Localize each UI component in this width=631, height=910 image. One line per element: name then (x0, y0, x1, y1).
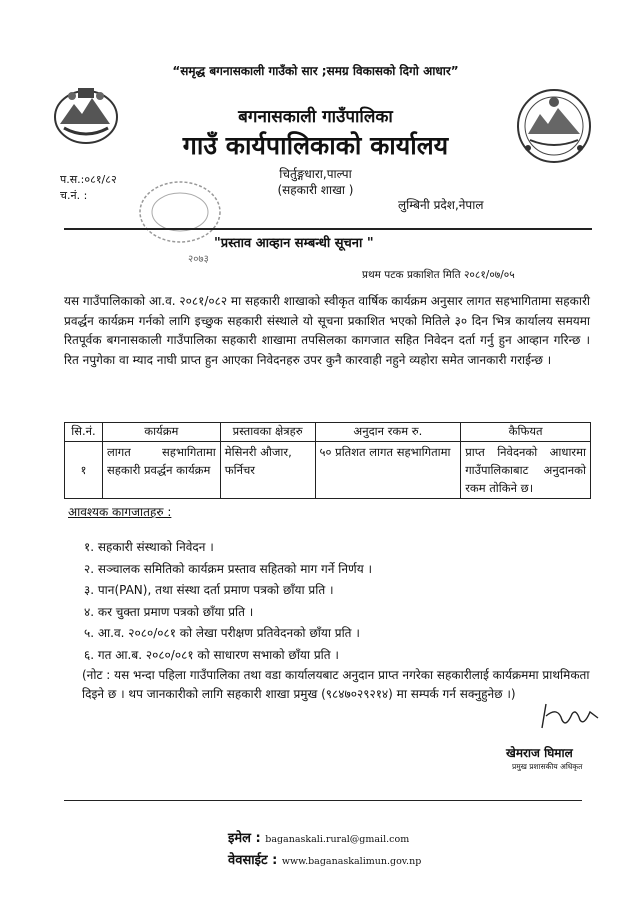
signer-name: खेमराज घिमाल (506, 746, 573, 760)
slogan: “समृद्ध बगनासकाली गाउँको सार ;समग्र विकासको दिगो आधार” (172, 64, 459, 78)
notice-title: "प्रस्ताव आव्हान सम्बन्धी सूचना " (214, 236, 374, 251)
header-program: कार्यक्रम (102, 423, 220, 442)
cell-sn: १ (65, 442, 103, 499)
email-label: इमेल : (228, 831, 261, 846)
org-name: बगनासकाली गाउँपालिका (238, 107, 393, 127)
footer-email (228, 828, 409, 846)
notice-body: यस गाउँपालिकाको आ.व. २०८१/०८२ मा सहकारी शाखाको स्वीकृत वार्षिक कार्यक्रम अनुसार लागत सहभागितामा सहकारी प्रवर्द्धन कार्यक्रम गर्नको लागि इच्छुक सहकारी संस्थाले यो सूचना प्रकाशित भएको मितिले ३० दिन भित्र कार्यालय समयमा रितपूर्वक बगनासकाली गाउँपालिका सहकारी शाखामा तपसिलका कागजात सहित निवेदन दर्ता गर्नु हुन आव्हान गरिन्छ । रित नपुगेका वा म्याद नाघी प्राप्त हुन आएका निवेदनहरु उपर कुनै कारवाही नहुने व्यहोरा समेत जानकारी गराईन्छ । (64, 294, 590, 367)
list-item: ५. आ.व. २०८०/०८१ को लेखा परीक्षण प्रतिवेदनको छाँया प्रति । (84, 626, 360, 640)
header-divider (64, 228, 592, 230)
header-sn: सि.नं. (65, 423, 103, 442)
cell-grant: ५० प्रतिशत लागत सहभागितामा (315, 442, 461, 499)
list-item: ४. कर चुक्ता प्रमाण पत्रको छाँया प्रति । (84, 604, 254, 619)
stamp-year: २०७३ (188, 254, 209, 265)
province: लुम्बिनी प्रदेश,नेपाल (398, 198, 484, 212)
table-header-row (65, 423, 591, 442)
list-item: ३. पान(PAN), तथा संस्था दर्ता प्रमाण पत्रको छाँया प्रति । (84, 583, 334, 597)
header-remarks: कैफियत (461, 423, 591, 442)
signature (528, 700, 602, 734)
website-link[interactable]: www.baganaskalimun.gov.np (281, 856, 422, 867)
office-stamp (128, 176, 238, 266)
documents-heading: आवश्यक कागजातहरु : (68, 505, 172, 519)
reference-number: प.स.:०८१/८२ (60, 173, 117, 186)
note-text: (नोट : यस भन्दा पहिला गाउँपालिका तथा वडा कार्यालयबाट अनुदान प्राप्त नगरेका सहकारीलाई कार्यक्रममा प्राथमिकता दिइने छ । थप जानकारीको लागि सहकारी शाखा प्रमुख (९८४७०२९२१४) मा सम्पर्क गर्न सक्नुहुनेछ ।) (82, 668, 590, 701)
documents-list (84, 538, 584, 667)
footer-website (228, 850, 421, 868)
website-label: वेवसाईट : (228, 853, 278, 868)
list-item: २. सञ्चालक समितिको कार्यक्रम प्रस्ताव सहितको माग गर्ने निर्णय । (84, 561, 373, 576)
list-item: ६. गत आ.ब. २०८०/०८१ को साधारण सभाको छाँया प्रति । (84, 647, 339, 662)
list-item: १. सहकारी संस्थाको निवेदन । (84, 540, 214, 554)
proposal-table (64, 422, 591, 499)
email-link[interactable]: baganaskali.rural@gmail.com (265, 834, 410, 845)
dispatch-number: च.नं. : (60, 189, 88, 202)
table-row (65, 442, 591, 499)
signer-title: प्रमुख प्रशासकीय अधिकृत (512, 762, 583, 771)
cell-remarks: प्राप्त निवेदनको आधारमा गाउँपालिकाबाट अनुदानको रकम तोकिने छ। (461, 442, 591, 499)
footer-divider (64, 800, 582, 801)
header-grant: अनुदान रकम रु. (315, 423, 461, 442)
branch-name: (सहकारी शाखा ) (277, 183, 354, 197)
office-name: गाउँ कार्यपालिकाको कार्यालय (182, 131, 449, 160)
office-address: चिर्तुङ्गधारा,पाल्पा (279, 167, 352, 181)
cell-program: लागत सहभागितामा सहकारी प्रवर्द्धन कार्यक्रम (102, 442, 220, 499)
header-areas: प्रस्तावका क्षेत्रहरु (220, 423, 315, 442)
cell-areas: मेसिनरी औजार, फर्निचर (220, 442, 315, 499)
publication-date: प्रथम पटक प्रकाशित मिति २०८१/०७/०५ (362, 269, 515, 281)
